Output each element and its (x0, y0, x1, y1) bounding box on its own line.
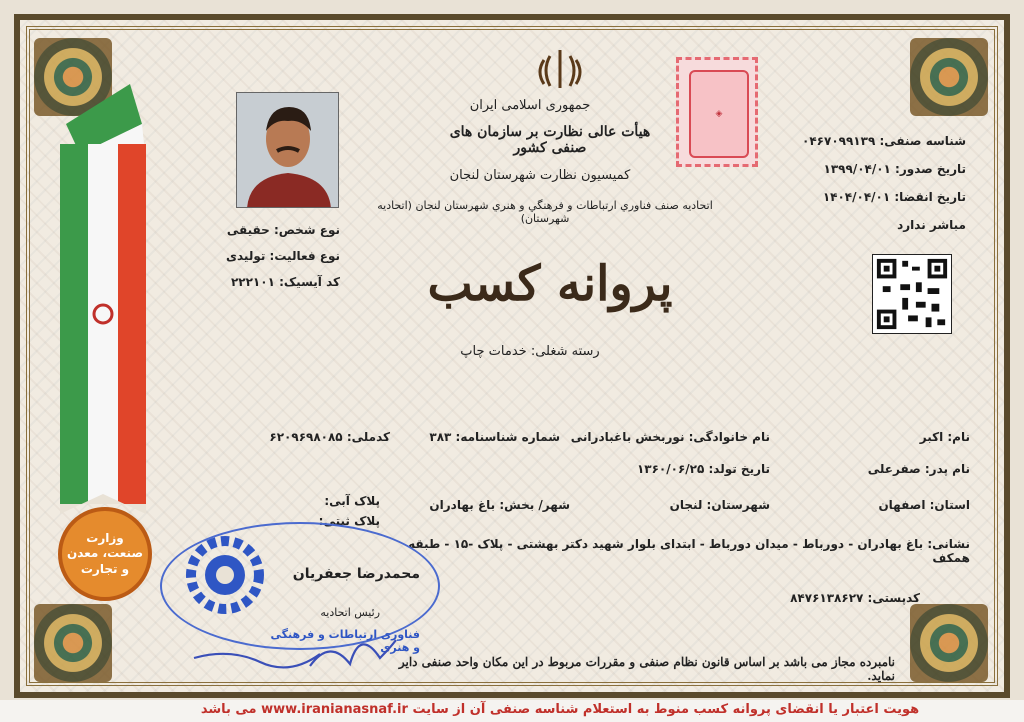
signatory-role: رئیس اتحادیه (320, 606, 380, 619)
footer-note: هویت اعتبار یا انقضای پروانه کسب منوط به استعلام شناسه صنفی آن از سایت www.iranianasnaf.ir می باشد (200, 702, 920, 717)
holder-photo (236, 92, 339, 208)
isic-code: کد آیسیک: ۲۲۲۱۰۱ (230, 275, 340, 289)
seal-line-3: و تجارت (80, 561, 130, 576)
city: شهر/ بخش: باغ بهادران (429, 498, 570, 512)
union-gear-logo-icon (180, 530, 270, 620)
activity-type: نوع فعالیت: تولیدی (226, 249, 340, 263)
header-line-3: کمیسیون نظارت شهرستان لنجان (449, 168, 631, 183)
issue-date: تاریخ صدور: ۱۳۹۹/۰۴/۰۱ (823, 162, 966, 176)
seal-line-2: صنعت، معدن (66, 546, 144, 561)
province: استان: اصفهان (878, 498, 970, 512)
address: نشانی: باغ بهادران - دورباط - میدان دورباط - ابتدای بلوار شهید دکتر بهشتی - پلاک -۱۵ - طبقه همکف (408, 537, 970, 565)
header-line-2: هیأت عالی نظارت بر سازمان های صنفی کشور (449, 124, 651, 156)
first-name: نام: اکبر (919, 430, 970, 444)
revenue-stamp-icon: ◈ (689, 70, 749, 158)
signature-scribble-icon (190, 618, 400, 678)
national-code: کدملی: ۶۲۰۹۶۹۸۰۸۵ (269, 430, 390, 444)
corner-ornament-icon (34, 604, 112, 682)
last-name: نام خانوادگی: نوربخش باغبادرانی (570, 430, 770, 444)
iran-flag-ribbon-icon (60, 84, 146, 514)
birth-date: تاریخ تولد: ۱۳۶۰/۰۶/۲۵ (636, 462, 770, 476)
county: شهرستان: لنجان (669, 498, 770, 512)
person-type: نوع شخص: حقیقی (226, 223, 340, 237)
union-stamp-text: فناوری ارتباطات و فرهنگی و هنری (270, 628, 420, 654)
signatory-name: محمدرضا جعفریان (292, 566, 420, 582)
revenue-stamp (676, 57, 758, 167)
plate-blue: پلاک آبی: (324, 494, 380, 508)
header-line-1: جمهوری اسلامی ایران (469, 98, 591, 113)
legal-notice: نامبرده مجاز می باشد بر اساس قانون نظام صنفی و مقررات مربوط در این مکان واحد صنفی دایر نماید. (398, 655, 895, 683)
corner-ornament-icon (910, 604, 988, 682)
seal-line-1: وزارت (86, 530, 124, 545)
corner-ornament-icon (910, 38, 988, 116)
plate-registered: پلاک ثبتی: (318, 514, 380, 528)
expiry-date: تاریخ انقضا: ۱۴۰۴/۰۴/۰۱ (822, 190, 966, 204)
business-field: رسته شغلی: خدمات چاپ (460, 344, 600, 359)
qr-code-icon (872, 254, 952, 334)
father-name: نام پدر: صفرعلی (867, 462, 970, 476)
postal-code: کدپستی: ۸۴۷۶۱۳۸۶۲۷ (790, 591, 920, 605)
iran-emblem-icon (536, 48, 584, 92)
guild-id: شناسه صنفی: ۰۴۶۷۰۹۹۱۳۹ (802, 134, 966, 148)
person-portrait-icon (237, 93, 339, 208)
license-title: پروانه کسب (427, 256, 673, 312)
header-line-4: اتحادیه صنف فناوري ارتباطات و فرهنگي و هنري شهرستان لنجان (اتحادیه شهرستان) (377, 199, 713, 225)
ministry-seal (58, 507, 152, 601)
id-number: شماره شناسنامه: ۳۸۳ (429, 430, 560, 444)
manager-status: مباشر ندارد (897, 218, 966, 232)
